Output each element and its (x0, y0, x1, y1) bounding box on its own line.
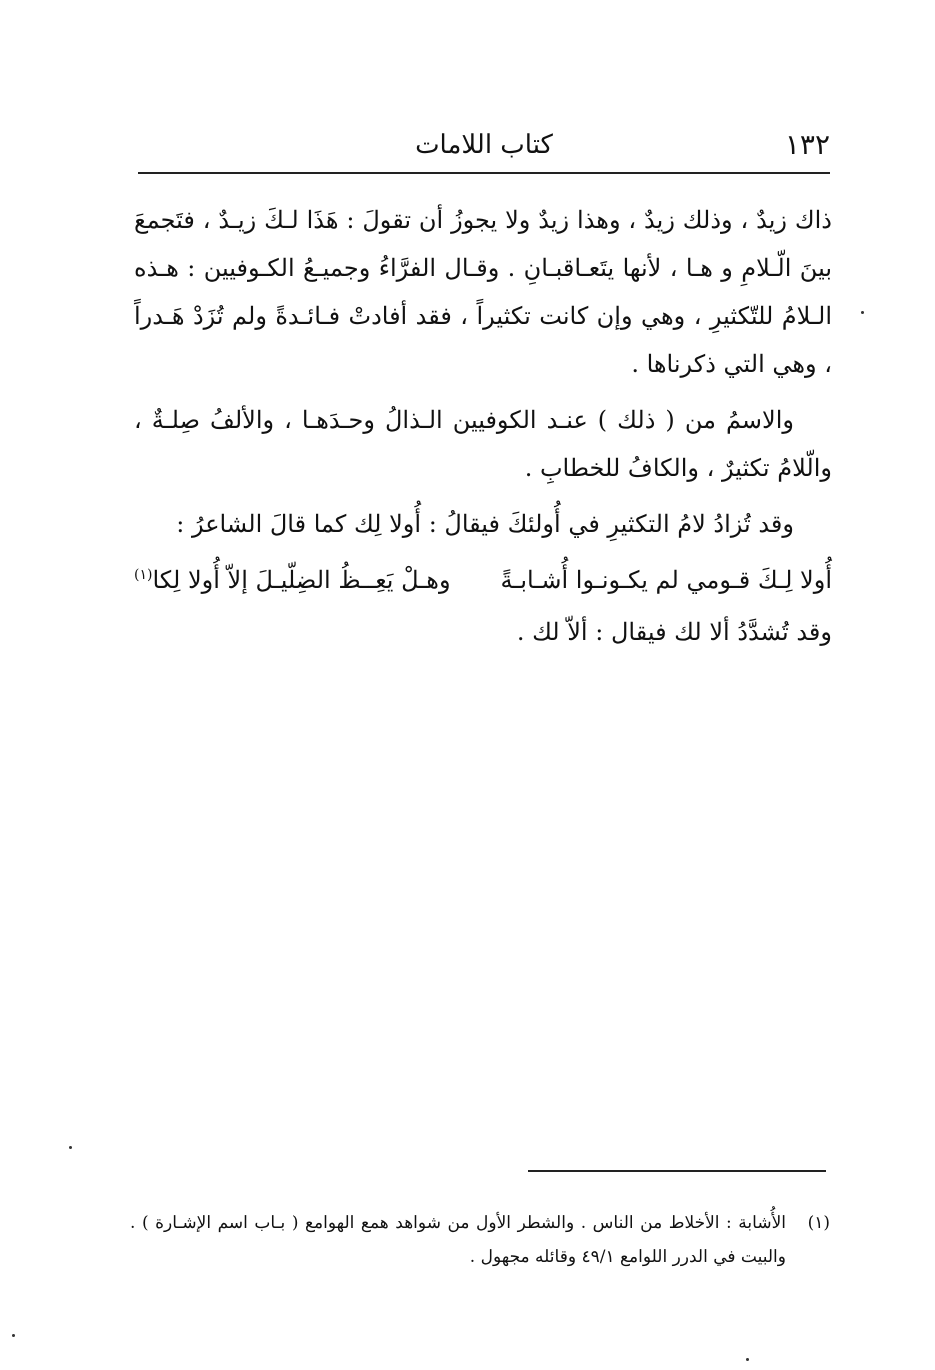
footnote (130, 1206, 830, 1274)
page-header (138, 128, 830, 164)
verse-second-hemistich (134, 556, 451, 604)
scan-speck (12, 1334, 15, 1337)
footnote-rule (528, 1170, 826, 1172)
page-number: ١٣٢ (784, 128, 830, 161)
footnotes (130, 1206, 830, 1274)
closing-line: وقد تُشدَّدُ ألا لك فيقال : ألاّ لك . (516, 618, 832, 646)
footnote-marker: (١) (134, 567, 153, 583)
paragraph: والاسمُ من ( ذلك ) عنـد الكوفيين الـذالُ وحـدَهـا ، والألفُ صِلـةٌ ، والّلامُ تكثيرٌ ، والكافُ للخطابِ . (134, 406, 832, 482)
footnote-text: الأُشابة : الأخلاط من الناس . والشطر الأول من شواهد همع الهوامع ( بـاب اسم الإشـارة ) . والبيت في الدرر اللوامع ٤٩/١ وقائله مجهول . (130, 1213, 786, 1267)
body-text (134, 196, 832, 664)
footnote-number: (١) (807, 1213, 830, 1233)
header-rule (138, 172, 830, 174)
verse (134, 556, 832, 604)
verse-second-text: وهـلْ يَعِــظُ الضِلّيـلَ إلاّ أُولا لِكا (152, 566, 451, 594)
scan-speck (746, 1358, 749, 1361)
scan-speck (69, 1146, 72, 1149)
paragraph: وقد تُزادُ لامُ التكثيرِ في أُولئكَ فيقالُ : أُولا لِك كما قالَ الشاعرُ : (176, 510, 794, 538)
running-title: كتاب اللامات (415, 130, 553, 160)
scan-speck (861, 311, 864, 314)
verse-first-hemistich: أُولا لِـكَ قـومي لم يكـونـوا أُشـابـةً (500, 566, 832, 594)
paragraph: ذاك زيدٌ ، وذلك زيدٌ ، وهذا زيدٌ ولا يجوزُ أن تقولَ : هَذَا لـكَ زيـدٌ ، فتَجمعَ بينَ الّـلامِ و هـا ، لأنها يتَعـاقبـانِ . وقـال الفرَّاءُ وجميـعُ الكـوفيين : هـذه الـلامُ للتّكثيرِ ، وهي وإن كانت تكثيراً ، فقد أفادتْ فـائـدةً ولم تُزَدْ هَـدراً ، وهي التي ذكرناها . (134, 206, 832, 378)
